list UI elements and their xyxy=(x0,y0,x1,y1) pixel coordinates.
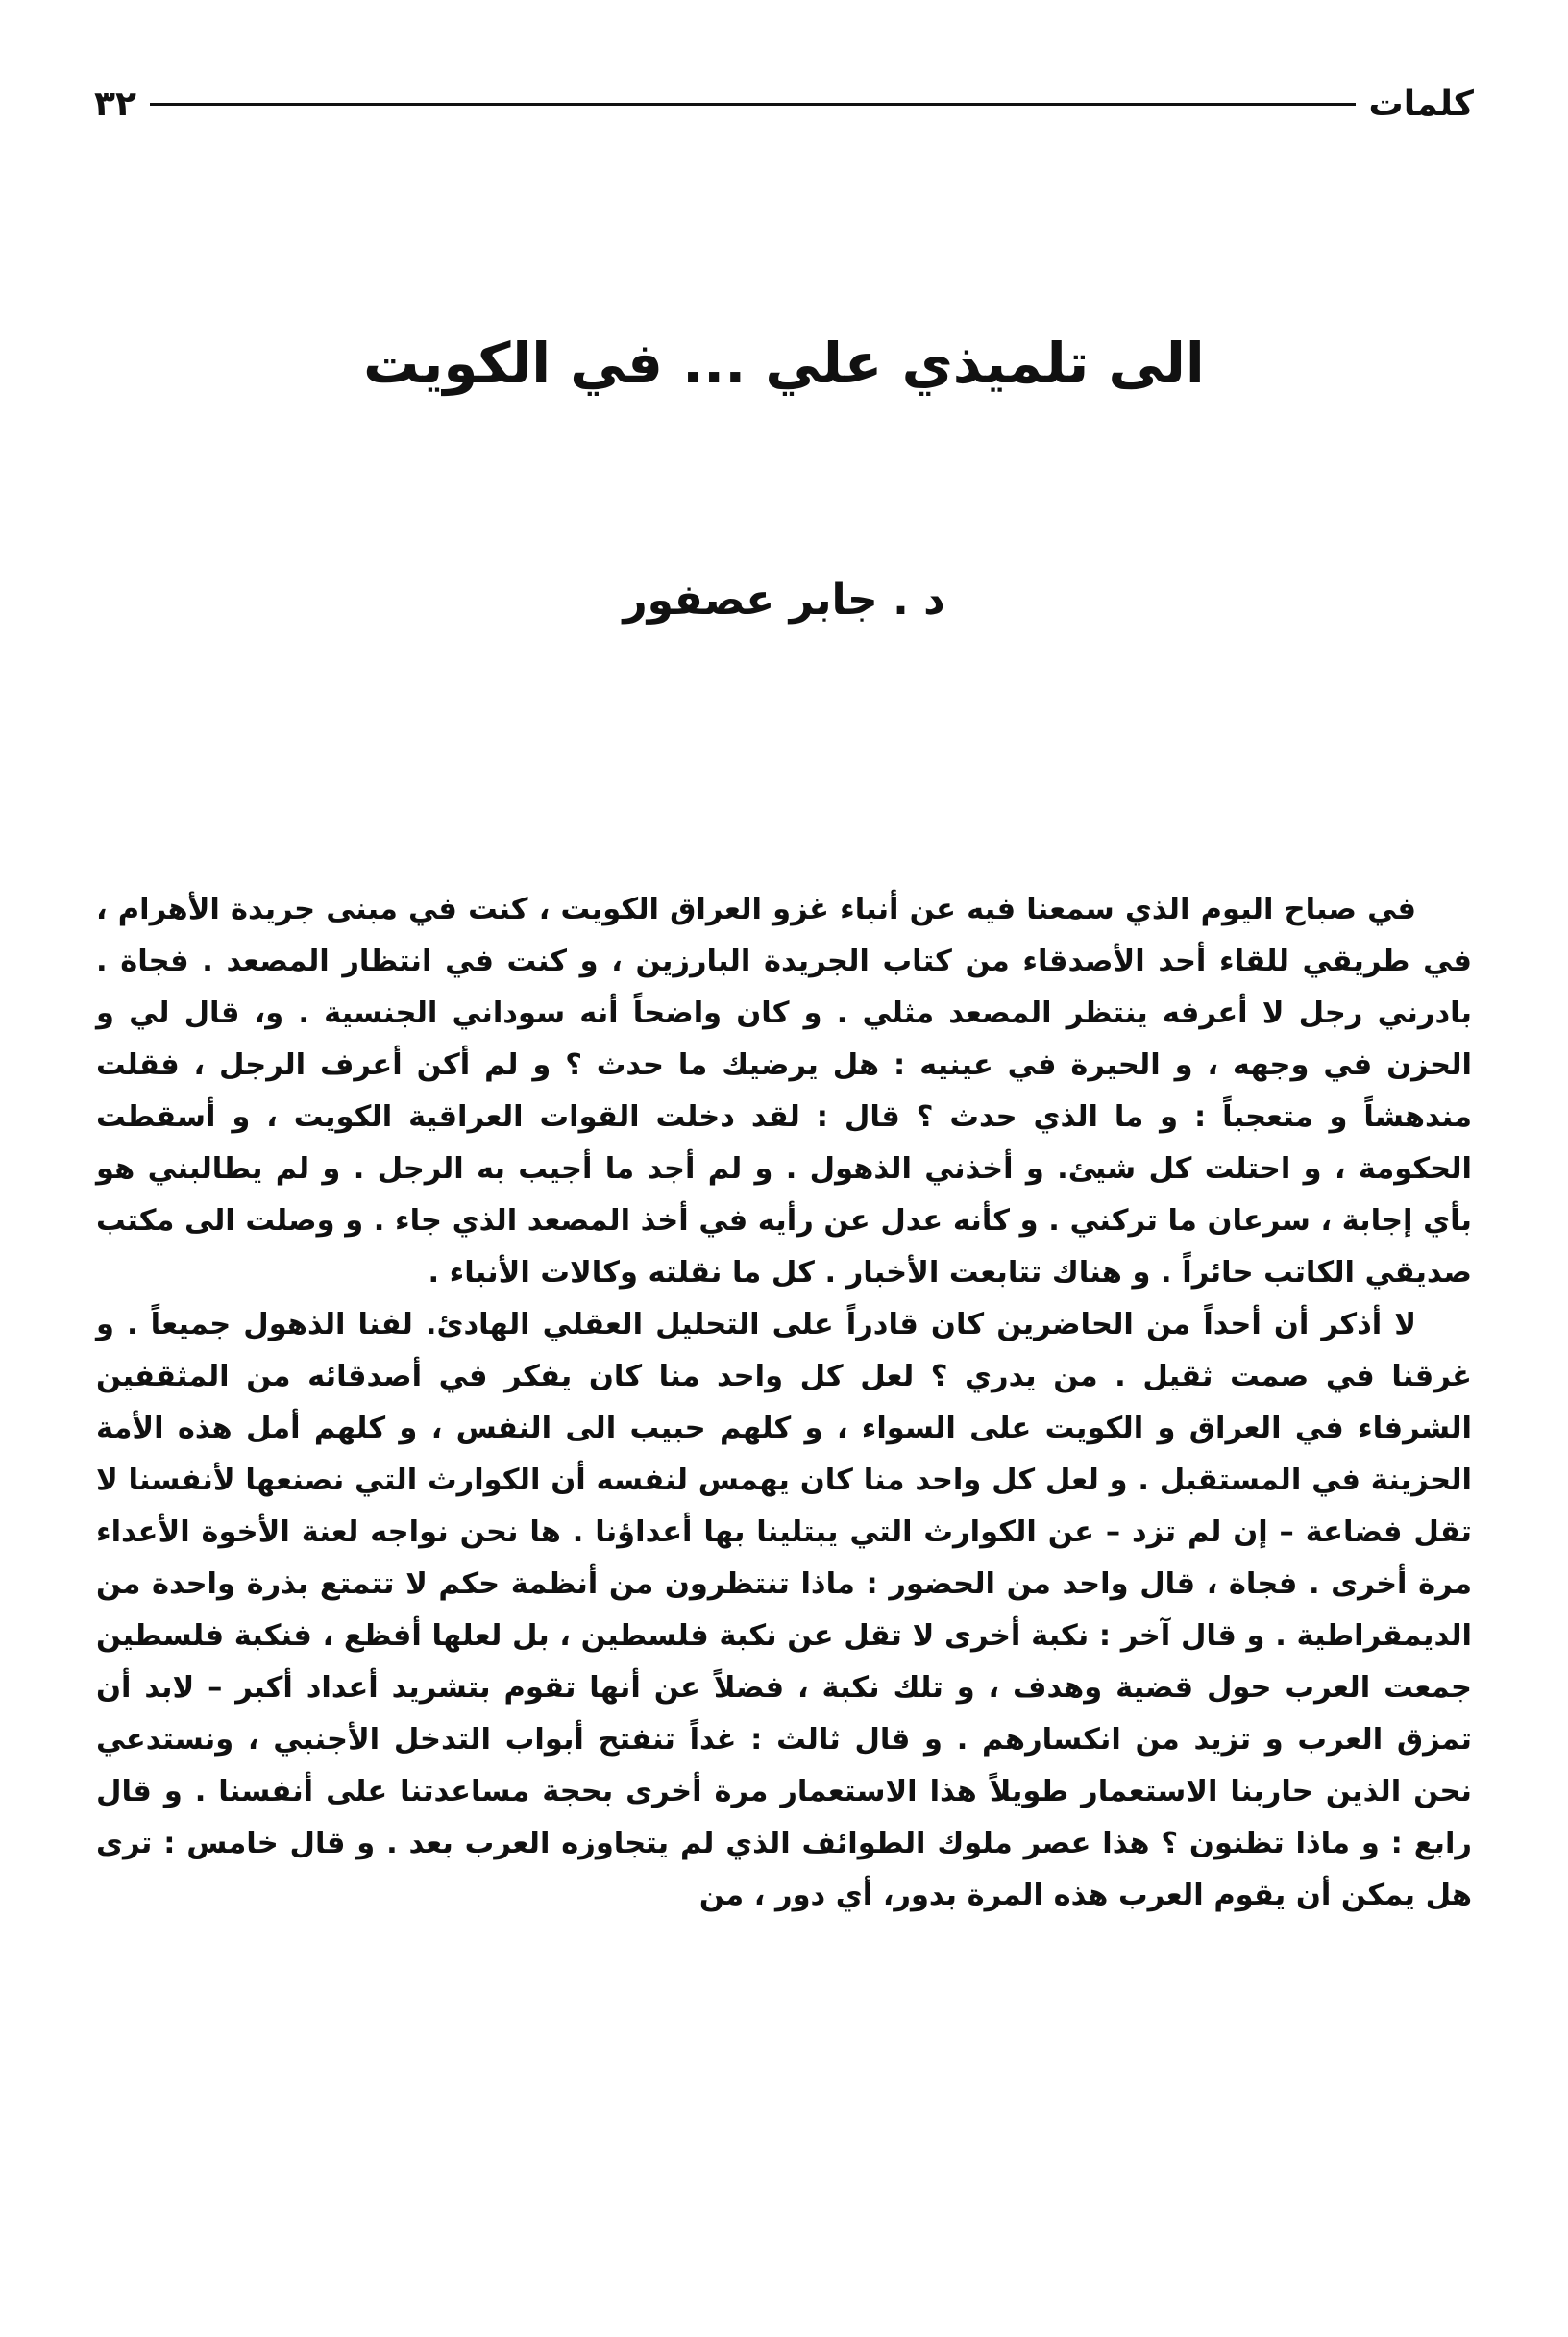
article-body xyxy=(96,884,1472,1922)
running-header xyxy=(94,75,1474,133)
page-number: ٣٢ xyxy=(94,84,136,124)
body-paragraph: في صباح اليوم الذي سمعنا فيه عن أنباء غزو العراق الكويت ، كنت في مبنى جريدة الأهرام ، في طريقي للقاء أحد الأصدقاء من كتاب الجريدة البارزين ، و كنت في انتظار المصعد . فجاة . بادرني رجل لا أعرفه ينتظر المصعد مثلي . و كان واضحاً أنه سوداني الجنسية . و، قال لي و الحزن في وجهه ، و الحيرة في عينيه : هل يرضيك ما حدث ؟ و لم أكن أعرف الرجل ، فقلت مندهشاً و متعجباً : و ما الذي حدث ؟ قال : لقد دخلت القوات العراقية الكويت ، و أسقطت الحكومة ، و احتلت كل شيئ. و أخذني الذهول . و لم أجد ما أجيب به الرجل . و لم يطالبني هو بأي إجابة ، سرعان ما تركني . و كأنه عدل عن رأيه في أخذ المصعد الذي جاء . و وصلت الى مكتب صديقي الكاتب حائراً . و هناك تتابعت الأخبار . كل ما نقلته وكالات الأنباء . xyxy=(96,893,1472,1290)
author-name: د . جابر عصفور xyxy=(623,576,945,625)
article-title: الى تلميذي علي ... في الكويت xyxy=(363,331,1205,396)
body-paragraph: لا أذكر أن أحداً من الحاضرين كان قادراً على التحليل العقلي الهادئ. لفنا الذهول جميعاً . و غرقنا في صمت ثقيل . من يدري ؟ لعل كل واحد منا كان يفكر في أصدقائه من المثقفين الشرفاء في العراق و الكويت على السواء ، و كلهم حبيب الى النفس ، و كلهم أمل هذه الأمة الحزينة في المستقبل . و لعل كل واحد منا كان يهمس لنفسه أن الكوارث التي نصنعها لأنفسنا لا تقل فضاعة – إن لم تزد – عن الكوارث التي يبتلينا بها أعداؤنا . ها نحن نواجه لعنة الأخوة الأعداء مرة أخرى . فجاة ، قال واحد من الحضور : ماذا تنتظرون من أنظمة حكم لا تتمتع بذرة واحدة من الديمقراطية . و قال آخر : نكبة أخرى لا تقل عن نكبة فلسطين ، بل لعلها أفظع ، فنكبة فلسطين جمعت العرب حول قضية وهدف ، و تلك نكبة ، فضلاً عن أنها تقوم بتشريد أعداد أكبر – لابد أن تمزق العرب و تزيد من انكسارهم . و قال ثالث : غداً تنفتح أبواب التدخل الأجنبي ، ونستدعي نحن الذين حاربنا الاستعمار طويلاً هذا الاستعمار مرة أخرى بحجة مساعدتنا على أنفسنا . و قال رابع : و ماذا تظنون ؟ هذا عصر ملوك الطوائف الذي لم يتجاوزه العرب بعد . و قال خامس : ترى هل يمكن أن يقوم العرب هذه المرة بدور، أي دور ، من xyxy=(96,1308,1472,1912)
book-title: كلمات xyxy=(1368,84,1474,124)
header-rule xyxy=(150,103,1356,106)
